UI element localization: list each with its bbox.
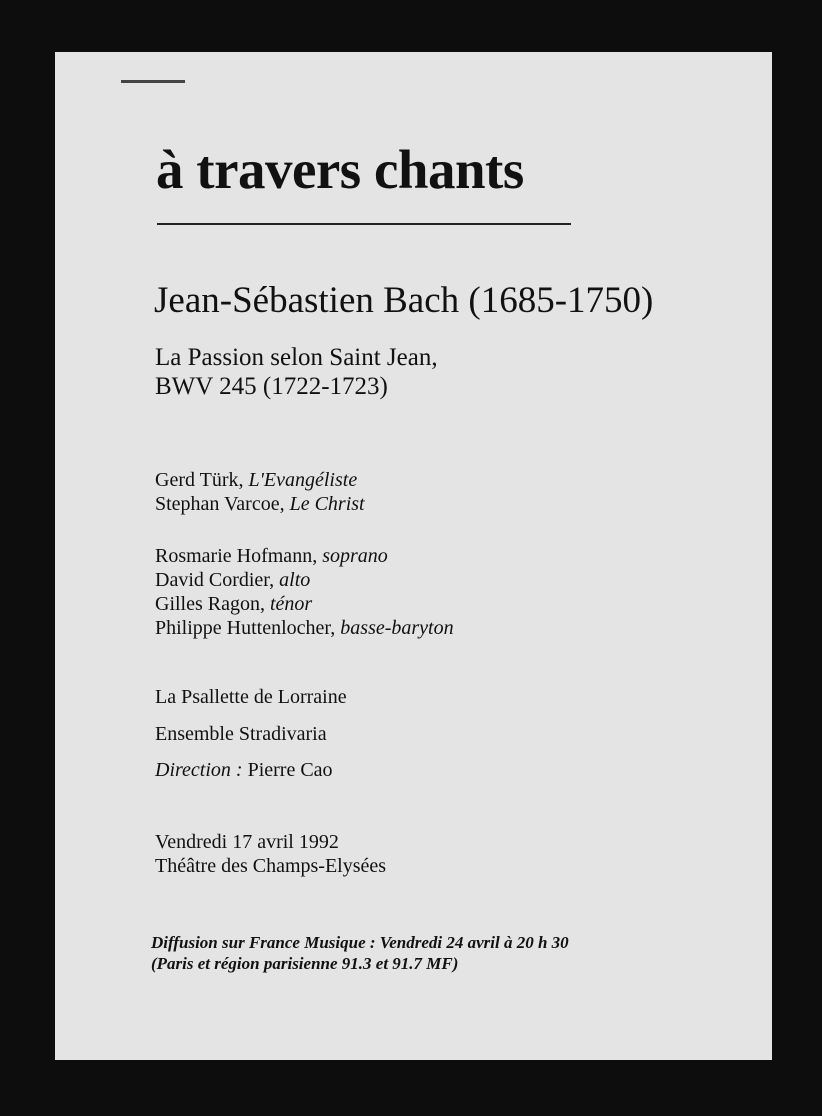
choir-line: La Psallette de Lorraine bbox=[155, 686, 347, 708]
soloist-name: Stephan Varcoe, bbox=[155, 493, 285, 515]
soloist-line bbox=[155, 492, 365, 516]
soloist-role: soprano bbox=[322, 545, 388, 567]
performance-venue: Théâtre des Champs-Elysées bbox=[155, 855, 387, 877]
soloists-group-2 bbox=[155, 544, 454, 640]
orchestra-line: Ensemble Stradivaria bbox=[155, 723, 327, 745]
document-page bbox=[55, 52, 772, 1060]
work-title: La Passion selon Saint Jean, bbox=[155, 344, 438, 371]
conductor-name: Pierre Cao bbox=[247, 759, 333, 781]
corner-dash bbox=[121, 80, 185, 83]
soloist-line bbox=[155, 468, 365, 492]
soloist-role: L'Evangéliste bbox=[248, 469, 358, 491]
soloist-role: ténor bbox=[270, 593, 313, 615]
soloist-role: alto bbox=[279, 569, 311, 591]
direction-label: Direction : bbox=[155, 759, 243, 781]
soloist-role: Le Christ bbox=[289, 493, 365, 515]
soloist-name: Rosmarie Hofmann, bbox=[155, 545, 318, 567]
soloist-line bbox=[155, 544, 454, 568]
performance-block bbox=[155, 830, 386, 878]
composer-heading: Jean-Sébastien Bach (1685-1750) bbox=[154, 280, 654, 321]
soloist-name: Gerd Türk, bbox=[155, 469, 244, 491]
soloist-line bbox=[155, 568, 454, 592]
work-catalogue: BWV 245 (1722-1723) bbox=[155, 373, 388, 400]
soloist-line bbox=[155, 592, 454, 616]
soloist-name: David Cordier, bbox=[155, 569, 275, 591]
broadcast-notice bbox=[151, 932, 569, 974]
direction-line bbox=[155, 758, 333, 782]
performance-date: Vendredi 17 avril 1992 bbox=[155, 831, 339, 853]
title-underline-rule bbox=[157, 223, 571, 225]
broadcast-line-2: (Paris et région parisienne 91.3 et 91.7 MF) bbox=[151, 954, 459, 973]
soloist-role: basse-baryton bbox=[340, 617, 454, 639]
soloist-name: Philippe Huttenlocher, bbox=[155, 617, 336, 639]
work-title-block bbox=[155, 343, 438, 401]
broadcast-line-1: Diffusion sur France Musique : Vendredi 24 avril à 20 h 30 bbox=[151, 933, 569, 952]
section-title: à travers chants bbox=[156, 139, 524, 200]
soloist-name: Gilles Ragon, bbox=[155, 593, 265, 615]
soloist-line bbox=[155, 616, 454, 640]
soloists-group-1 bbox=[155, 468, 365, 516]
